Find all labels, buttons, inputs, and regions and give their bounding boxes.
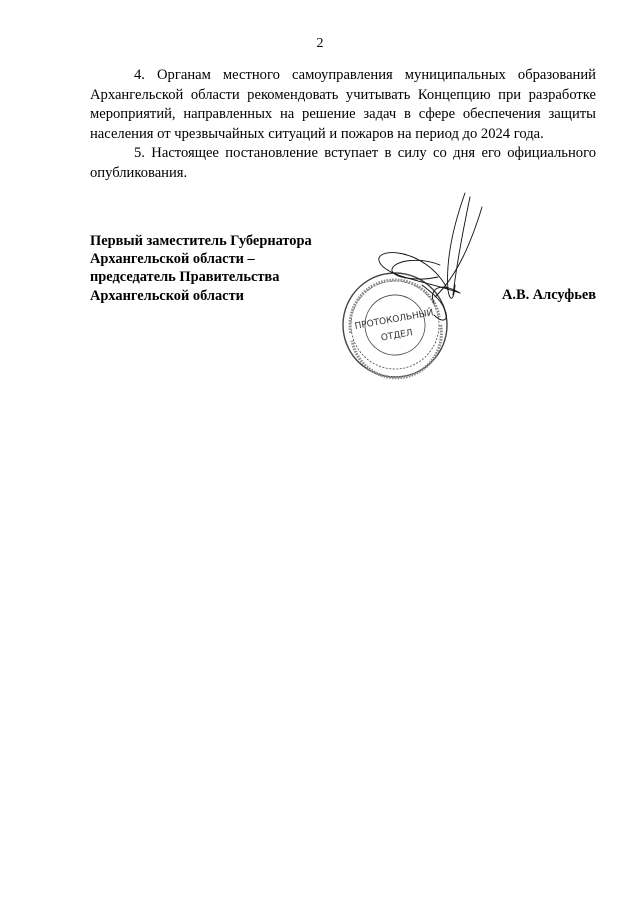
stamp-and-signature [330, 185, 500, 400]
document-body [90, 66, 596, 183]
paragraph-4: 4. Органам местного самоуправления муниципальных образований Архангельской области рекомендовать учитывать Концепцию при разработке мероприятий, направленных на решение задач в сфере обеспечения защиты населения от чрезвычайных ситуаций и пожаров на период до 2024 года. [90, 67, 596, 142]
signer-position-line: Архангельской области [90, 287, 244, 304]
signatory-name: А.В. Алсуфьев [501, 287, 596, 303]
seal-text-line2: ОТДЕЛ [380, 328, 414, 344]
signer-position-line: Первый заместитель Губернатора [90, 233, 312, 249]
signer-position [90, 232, 350, 305]
official-seal [335, 265, 456, 386]
paragraph-5: 5. Настоящее постановление вступает в силу со дня его официального опубликования. [90, 145, 596, 181]
page-number: 2 [316, 36, 324, 51]
signer-position-line: председатель Правительства [90, 269, 280, 286]
signer-position-line: Архангельской области – [90, 251, 255, 268]
seal-text-line1: ПРОТОКОЛЬНЫЙ [354, 308, 435, 332]
handwritten-signature [379, 193, 482, 320]
